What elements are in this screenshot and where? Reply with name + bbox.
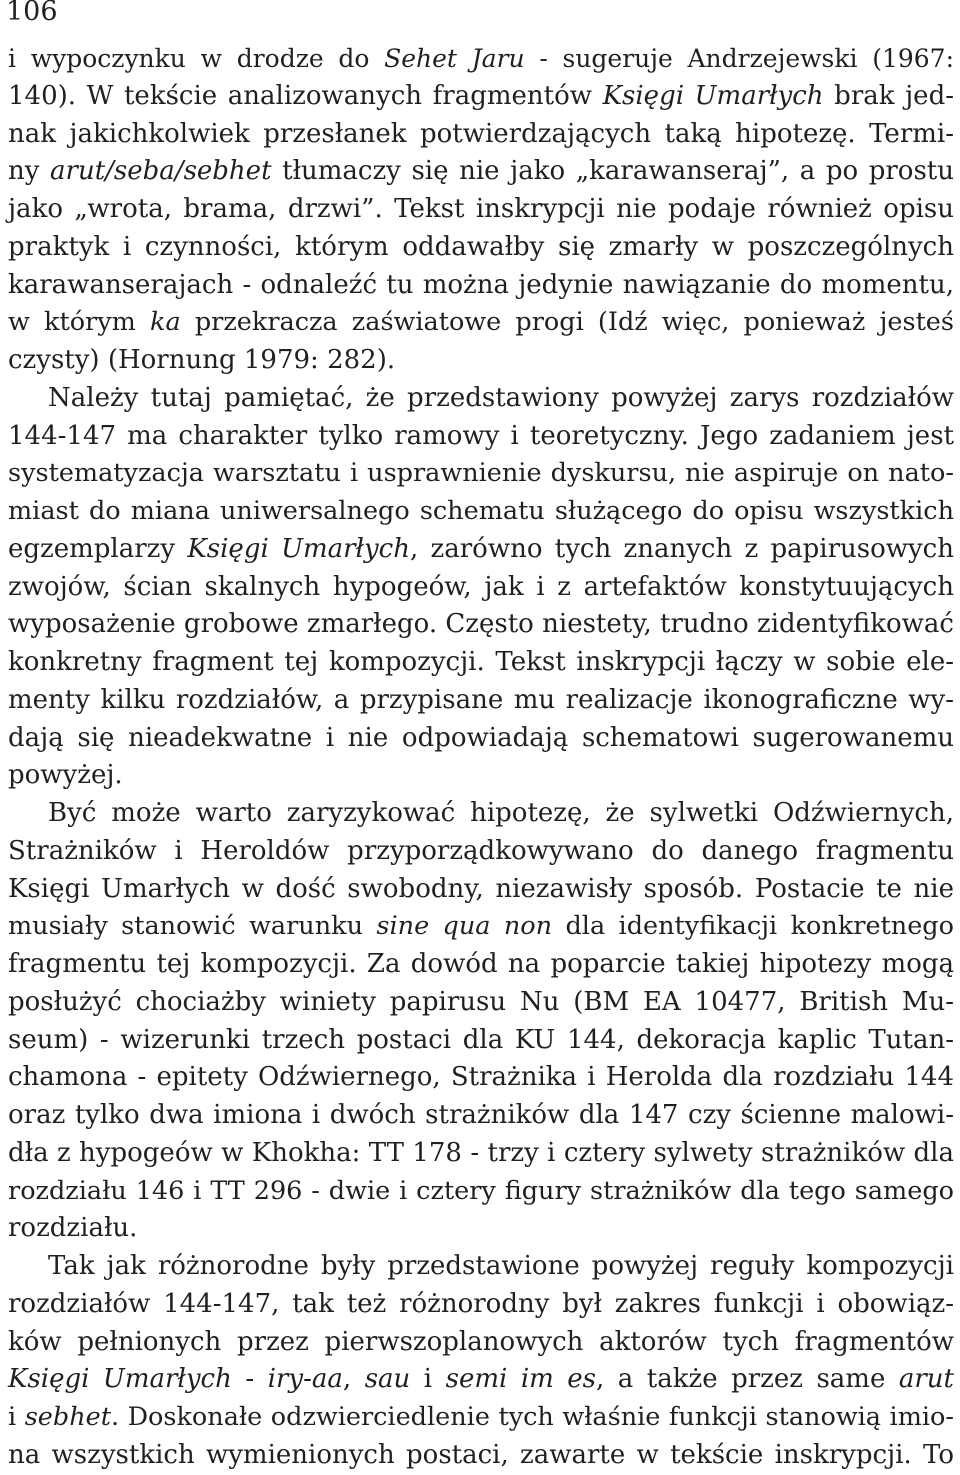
text-segment: musiały stanowić warunku <box>8 911 377 942</box>
text-line <box>8 833 954 871</box>
text-segment: Być może warto zaryzykować hipotezę, że sylwetki Odźwiernych, <box>48 798 954 828</box>
italic-term: sine qua non <box>376 911 553 942</box>
text-segment: rozdziału. <box>8 1213 138 1244</box>
text-line <box>8 1210 954 1248</box>
text-segment: karawanserajach - odnaleźć tu można jedynie nawiązanie do momentu, <box>8 269 954 300</box>
text-segment: rozdziałów 144-147, tak też różnorodny był zakres funkcji i obowiąz- <box>8 1288 954 1319</box>
text-segment: . Doskonałe odzwierciedlenie tych właśnie funkcji stanowią imio- <box>110 1402 954 1432</box>
text-segment: powyżej. <box>8 760 123 791</box>
italic-term: sebhet <box>24 1402 111 1432</box>
text-segment: - <box>231 1364 268 1395</box>
text-line <box>8 1399 954 1437</box>
text-line <box>8 78 954 116</box>
text-segment: ków pełnionych przez pierwszoplanowych aktorów tych fragmentów <box>8 1326 954 1357</box>
text-segment: przekracza zaświatowe progi (Idź więc, ponieważ jesteś <box>180 307 954 338</box>
text-line <box>8 153 954 191</box>
text-segment: Księgi Umarłych w dość swobodny, niezawisły sposób. Postacie te nie <box>8 873 954 904</box>
text-line <box>8 682 954 720</box>
text-segment: ny <box>8 156 51 187</box>
text-line <box>8 757 954 795</box>
text-segment: Tak jak różnorodne były przedstawione powyżej reguły kompozycji <box>48 1251 954 1281</box>
text-segment: dła z hypogeów w Khokha: TT 178 - trzy i cztery sylwety strażników dla <box>8 1137 954 1168</box>
italic-term: ka <box>150 307 181 338</box>
text-segment: chamona - epitety Odźwiernego, Strażnika i Herolda dla rozdziału 144 <box>8 1062 954 1093</box>
text-segment: fragmentu tej kompozycji. Za dowód na poparcie takiej hipotezy mogą <box>8 949 954 979</box>
text-line <box>8 1059 954 1097</box>
text-line <box>8 493 954 531</box>
body-text <box>8 40 954 1475</box>
text-segment: w którym <box>8 307 150 338</box>
text-segment: konkretny fragment tej kompozycji. Tekst inskrypcji łączy w sobie ele- <box>8 647 954 677</box>
italic-term: Księgi Umarłych <box>602 80 824 111</box>
text-line <box>8 720 954 758</box>
text-line <box>8 1286 954 1324</box>
text-segment: tłumaczy się nie jako „karawanseraj”, a po prostu <box>271 156 954 187</box>
italic-term: sau <box>364 1364 411 1395</box>
text-line <box>8 116 954 154</box>
text-line <box>8 871 954 909</box>
text-line <box>8 606 954 644</box>
text-line <box>8 531 954 569</box>
text-line <box>8 1097 954 1135</box>
text-line <box>8 1361 954 1399</box>
text-line <box>8 191 954 229</box>
text-segment: egzemplarzy <box>8 533 188 564</box>
text-segment: , a także przez same <box>596 1364 899 1395</box>
text-line <box>8 644 954 682</box>
text-line <box>8 1135 954 1173</box>
text-line <box>8 304 954 342</box>
text-line <box>8 455 954 493</box>
text-segment: rozdziału 146 i TT 296 - dwie i cztery figury strażników dla tego samego <box>8 1175 954 1206</box>
text-segment: praktyk i czynności, którym oddawałby się zmarły w poszczególnych <box>8 231 954 262</box>
text-segment: , <box>342 1364 365 1395</box>
italic-term: Księgi Umarłych <box>187 533 410 564</box>
text-line <box>8 1173 954 1211</box>
text-line <box>8 946 954 984</box>
text-line <box>8 984 954 1022</box>
text-segment: nak jakichkolwiek przesłanek potwierdzających taką hipotezę. Termi- <box>8 118 954 149</box>
text-segment: 144-147 ma charakter tylko ramowy i teoretyczny. Jego zadaniem jest <box>8 420 954 451</box>
italic-term: Księgi Umarłych <box>8 1364 232 1395</box>
paragraph-first-line <box>8 795 954 833</box>
text-segment: posłużyć chociażby winiety papirusu Nu (BM EA 10477, British Mu- <box>8 986 954 1017</box>
text-line <box>8 418 954 456</box>
text-segment: i wypoczynku w drodze do <box>8 44 385 73</box>
text-segment: oraz tylko dwa imiona i dwóch strażników dla 147 czy ścienne malowi- <box>8 1100 954 1130</box>
text-line <box>8 1324 954 1362</box>
paragraph-first-line <box>8 380 954 418</box>
text-segment: miast do miana uniwersalnego schematu służącego do opisu wszystkich <box>8 496 954 526</box>
italic-term: arut/seba/sebhet <box>50 156 272 187</box>
text-segment: i <box>410 1364 446 1395</box>
text-segment: dają się nieadekwatne i nie odpowiadają schematowi sugerowanemu <box>8 722 954 753</box>
text-segment: dla identyfikacji konkretnego <box>552 911 954 942</box>
text-line <box>8 1437 954 1475</box>
page-number: 106 <box>6 0 58 27</box>
text-segment: jako „wrota, brama, drzwi”. Tekst inskrypcji nie podaje również opisu <box>8 194 954 224</box>
text-segment: menty kilku rozdziałów, a przypisane mu realizacje ikonograficzne wy- <box>8 684 954 715</box>
italic-term: iry-aa <box>267 1364 343 1395</box>
text-line <box>8 229 954 267</box>
text-line <box>8 342 954 380</box>
text-segment: systematyzacja warsztatu i usprawnienie dyskursu, nie aspiruje on nato- <box>8 458 954 489</box>
text-segment: 140). W tekście analizowanych fragmentów <box>8 80 603 111</box>
italic-term: arut <box>898 1364 954 1395</box>
text-line <box>8 1022 954 1060</box>
text-segment: Strażników i Heroldów przyporządkowywano do danego fragmentu <box>8 835 954 866</box>
text-line <box>8 40 954 78</box>
paragraph-first-line <box>8 1248 954 1286</box>
text-segment: i <box>8 1402 25 1432</box>
text-segment: zwojów, ścian skalnych hypogeów, jak i z artefaktów konstytuujących <box>8 571 954 602</box>
text-segment: Należy tutaj pamiętać, że przedstawiony powyżej zarys rozdziałów <box>48 382 954 413</box>
text-line <box>8 908 954 946</box>
text-line <box>8 569 954 607</box>
text-segment: - sugeruje Andrzejewski (1967: <box>524 44 954 73</box>
text-line <box>8 267 954 305</box>
text-segment: seum) - wizerunki trzech postaci dla KU 144, dekoracja kaplic Tutan- <box>8 1024 954 1055</box>
text-segment: czysty) (Hornung 1979: 282). <box>8 345 396 375</box>
text-segment: , zarówno tych znanych z papirusowych <box>409 533 954 564</box>
text-segment: brak jed- <box>823 80 954 111</box>
text-segment: na wszystkich wymienionych postaci, zawarte w tekście inskrypcji. To <box>8 1439 954 1470</box>
italic-term: semi im es <box>445 1364 597 1395</box>
italic-term: Sehet Jaru <box>384 44 525 73</box>
text-segment: wyposażenie grobowe zmarłego. Często niestety, trudno zidentyfikować <box>8 609 954 640</box>
